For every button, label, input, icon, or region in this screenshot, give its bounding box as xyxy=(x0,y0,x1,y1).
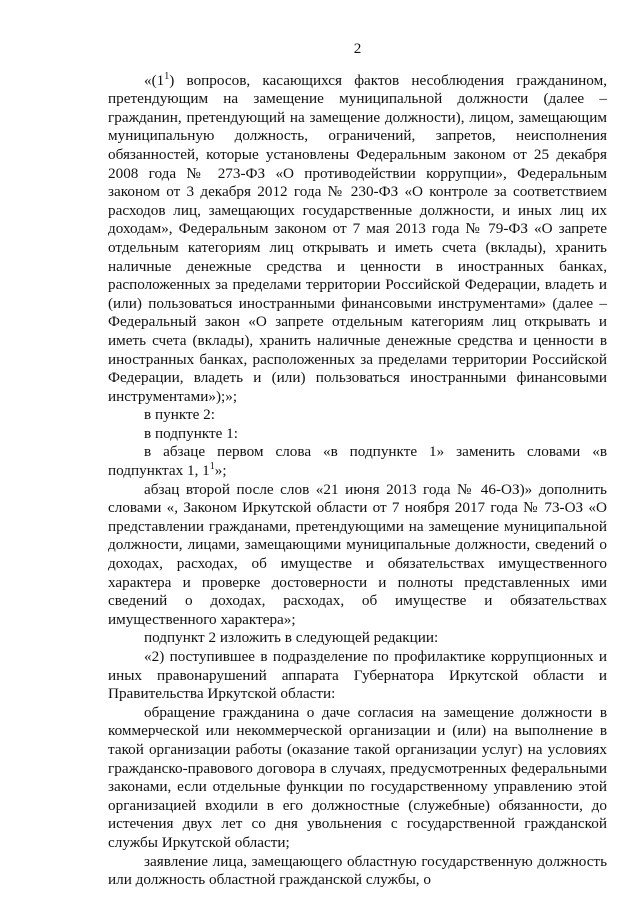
paragraph xyxy=(108,443,607,480)
paragraph-text: подпункт 2 изложить в следующей редакции: xyxy=(144,629,439,647)
paragraph xyxy=(108,406,607,425)
paragraph xyxy=(108,704,607,853)
paragraph xyxy=(108,629,607,648)
paragraph-text: заявление лица, замещающего областную государственную должность или должность областной гражданской службы, о xyxy=(108,852,607,889)
document-body xyxy=(108,72,607,890)
paragraph-text: обращение гражданина о даче согласия на замещение должности в коммерческой или некоммерческой организации и (или) на выполнение в такой организации работы (оказание такой организации услуг) на условиях гражданско-правового договора в случаях, предусмотренных федеральными законами, если отдельные функции по государственному управлению этой организацией входили в его должностные (служебные) обязанности, до истечения двух лет со дня увольнения с государственной гражданской службы Иркутской области; xyxy=(108,703,607,851)
paragraph xyxy=(108,425,607,444)
superscript-text: 1 xyxy=(164,70,170,82)
paragraph xyxy=(108,72,607,407)
paragraph-text: ) вопросов, касающихся фактов несоблюдения гражданином, претендующим на замещение муниципальной должности (далее – гражданин, претендующий на замещение должности), лицом, замещающим муниципальную должность, ограничений, запретов, неисполнения обязанностей, которые установлены Федеральным законом от 25 декабря 2008 года № 273-ФЗ «О противодействии коррупции», Федеральным законом от 3 декабря 2012 года № 230-ФЗ «О контроле за соответствием расходов лиц, замещающих государственные должности, и иных лиц их доходам», Федеральным законом от 7 мая 2013 года № 79-ФЗ «О запрете отдельным категориям лиц открывать и иметь счета (вклады), хранить наличные денежные средства и ценности в иностранных банках, расположенных за пределами территории Российской Федерации, владеть и (или) пользоваться иностранными финансовыми инструментами» (далее – Федеральный закон «О запрете отдельным категориям лиц открывать и иметь счета (вклады), хранить наличные денежные средства и ценности в иностранных банках, расположенных за пределами территории Российской Федерации, владеть и (или) пользоваться иностранными финансовыми инструментами»);»; xyxy=(108,71,607,405)
paragraph-text: »; xyxy=(214,462,227,480)
superscript-text: 1 xyxy=(209,461,215,472)
document-page xyxy=(108,40,607,890)
paragraph-text: «(1 xyxy=(144,71,165,89)
paragraph-text: в абзаце первом слова «в подпункте 1» заменить словами «в подпунктах 1, 1 xyxy=(108,443,607,480)
paragraph-text: в подпункте 1: xyxy=(144,424,238,442)
page-number: 2 xyxy=(353,40,362,57)
paragraph-text: абзац второй после слов «21 июня 2013 года № 46-ОЗ)» дополнить словами «, Законом Иркутской области от 7 ноября 2017 года № 73-ОЗ «О представлении гражданами, претендующими на замещение муниципальной должности, лицами, замещающими муниципальные должности, сведений о доходах, расходах, об имуществе и обязательствах имущественного характера и проверке достоверности и полноты представленных ими сведений о доходах, расходах, об имуществе и обязательствах имущественного характера»; xyxy=(108,480,607,628)
paragraph xyxy=(108,481,607,630)
paragraph-text: в пункте 2: xyxy=(144,406,215,424)
paragraph xyxy=(108,853,607,890)
paragraph-text: «2) поступившее в подразделение по профилактике коррупционных и иных правонарушений аппарата Губернатора Иркутской области и Правительства Иркутской области: xyxy=(108,648,607,703)
paragraph xyxy=(108,648,607,704)
